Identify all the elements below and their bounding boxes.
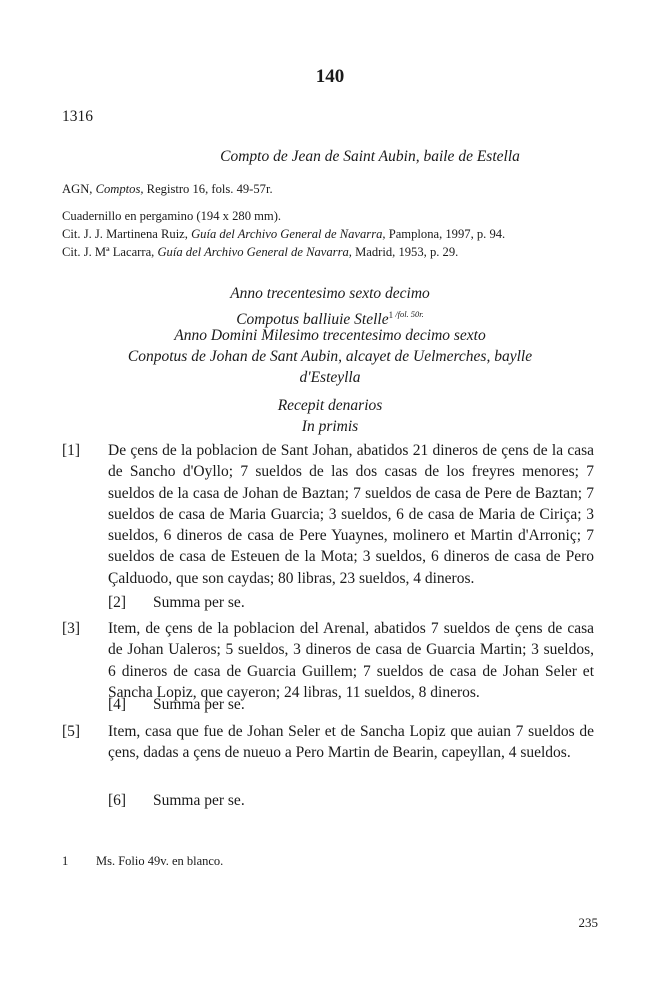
citation-2: Cit. J. Mª Lacarra, Guía del Archivo General de Navarra, Madrid, 1953, p. 29. (62, 245, 459, 259)
source-reference: AGN, Comptos, Registro 16, fols. 49-57r. (62, 182, 273, 196)
rubric-line-1: Anno trecentesimo sexto decimo (230, 285, 430, 302)
rubric-line-4: Conpotus de Johan de Sant Aubin, alcayet de Uelmerches, baylle (127, 348, 533, 365)
entry-number: [1] (62, 442, 81, 459)
document-number: 140 (315, 66, 345, 87)
rubric-line-3: Anno Domini Milesimo trecentesimo decimo sexto (174, 327, 486, 344)
document-year: 1316 (62, 108, 93, 125)
citation-1: Cit. J. J. Martinena Ruiz, Guía del Archivo General de Navarra, Pamplona, 1997, p. 94. (62, 227, 506, 241)
entry-text: Item, casa que fue de Johan Seler et de Sancha Lopiz que auian 7 sueldos de çens, dadas a çens de nueuo a Pero Martin de Bearin, capeyllan, 4 sueldos. (108, 723, 594, 762)
summa-line: [2] Summa per se. (108, 594, 245, 611)
rubric-line-5: d'Esteylla (299, 369, 361, 386)
rubric-line-6: Recepit denarios (277, 397, 383, 414)
document-title: Compto de Jean de Saint Aubin, baile de Estella (220, 148, 520, 165)
footnote: 1 Ms. Folio 49v. en blanco. (62, 854, 224, 868)
entry-text: De çens de la poblacion de Sant Johan, abatidos 21 dineros de çens de la casa de Sancho d'Oyllo; 7 sueldos de las dos casas de los freyres menores; 7 sueldos de la casa de Johan de Baztan; 7 sueldos de casa de Pere de Baztan; 7 sueldos de casa de Maria Guarcia; 3 sueldos, 6 de casa de Maria de Ciriça; 3 sueldos, 6 dineros de casa de Pere Yuaynes, molinero et Martin d'Arroniç; 7 sueldos de casa de Esteuen de la Mota; 3 sueldos, 6 dineros de casa de Pero Çalduodo, que son caydas; 80 libras, 23 sueldos, 4 dineros. (108, 442, 594, 587)
folio-marker: /fol. 50r. (393, 309, 424, 319)
rubric-line-2: Compotus balliuie Stelle$^1$ $^{/fol. 50r.}$ (236, 309, 424, 328)
material-description: Cuadernillo en pergamino (194 x 280 mm). (62, 209, 282, 223)
entry-text: Item, de çens de la poblacion del Arenal, abatidos 7 sueldos de çens de casa de Johan Ualeros; 5 sueldos, 3 dineros de casa de Guarcia Martin; 3 sueldos, 6 dineros de casa de Guarcia Guillem; 7 sueldos de casa de Johan Seler et Sancha Lopiz, que cayeron; 24 libras, 11 sueldos, 8 dineros. (108, 620, 594, 701)
entry-number: [5] (62, 723, 81, 740)
entry-number: [3] (62, 620, 81, 637)
footnote-marker: 1 (388, 310, 394, 320)
rubric-line-7: In primis (301, 418, 359, 435)
summa-line: [4] Summa per se. (108, 696, 245, 713)
page-number: 235 (578, 915, 598, 930)
summa-line: [6] Summa per se. (108, 792, 245, 809)
